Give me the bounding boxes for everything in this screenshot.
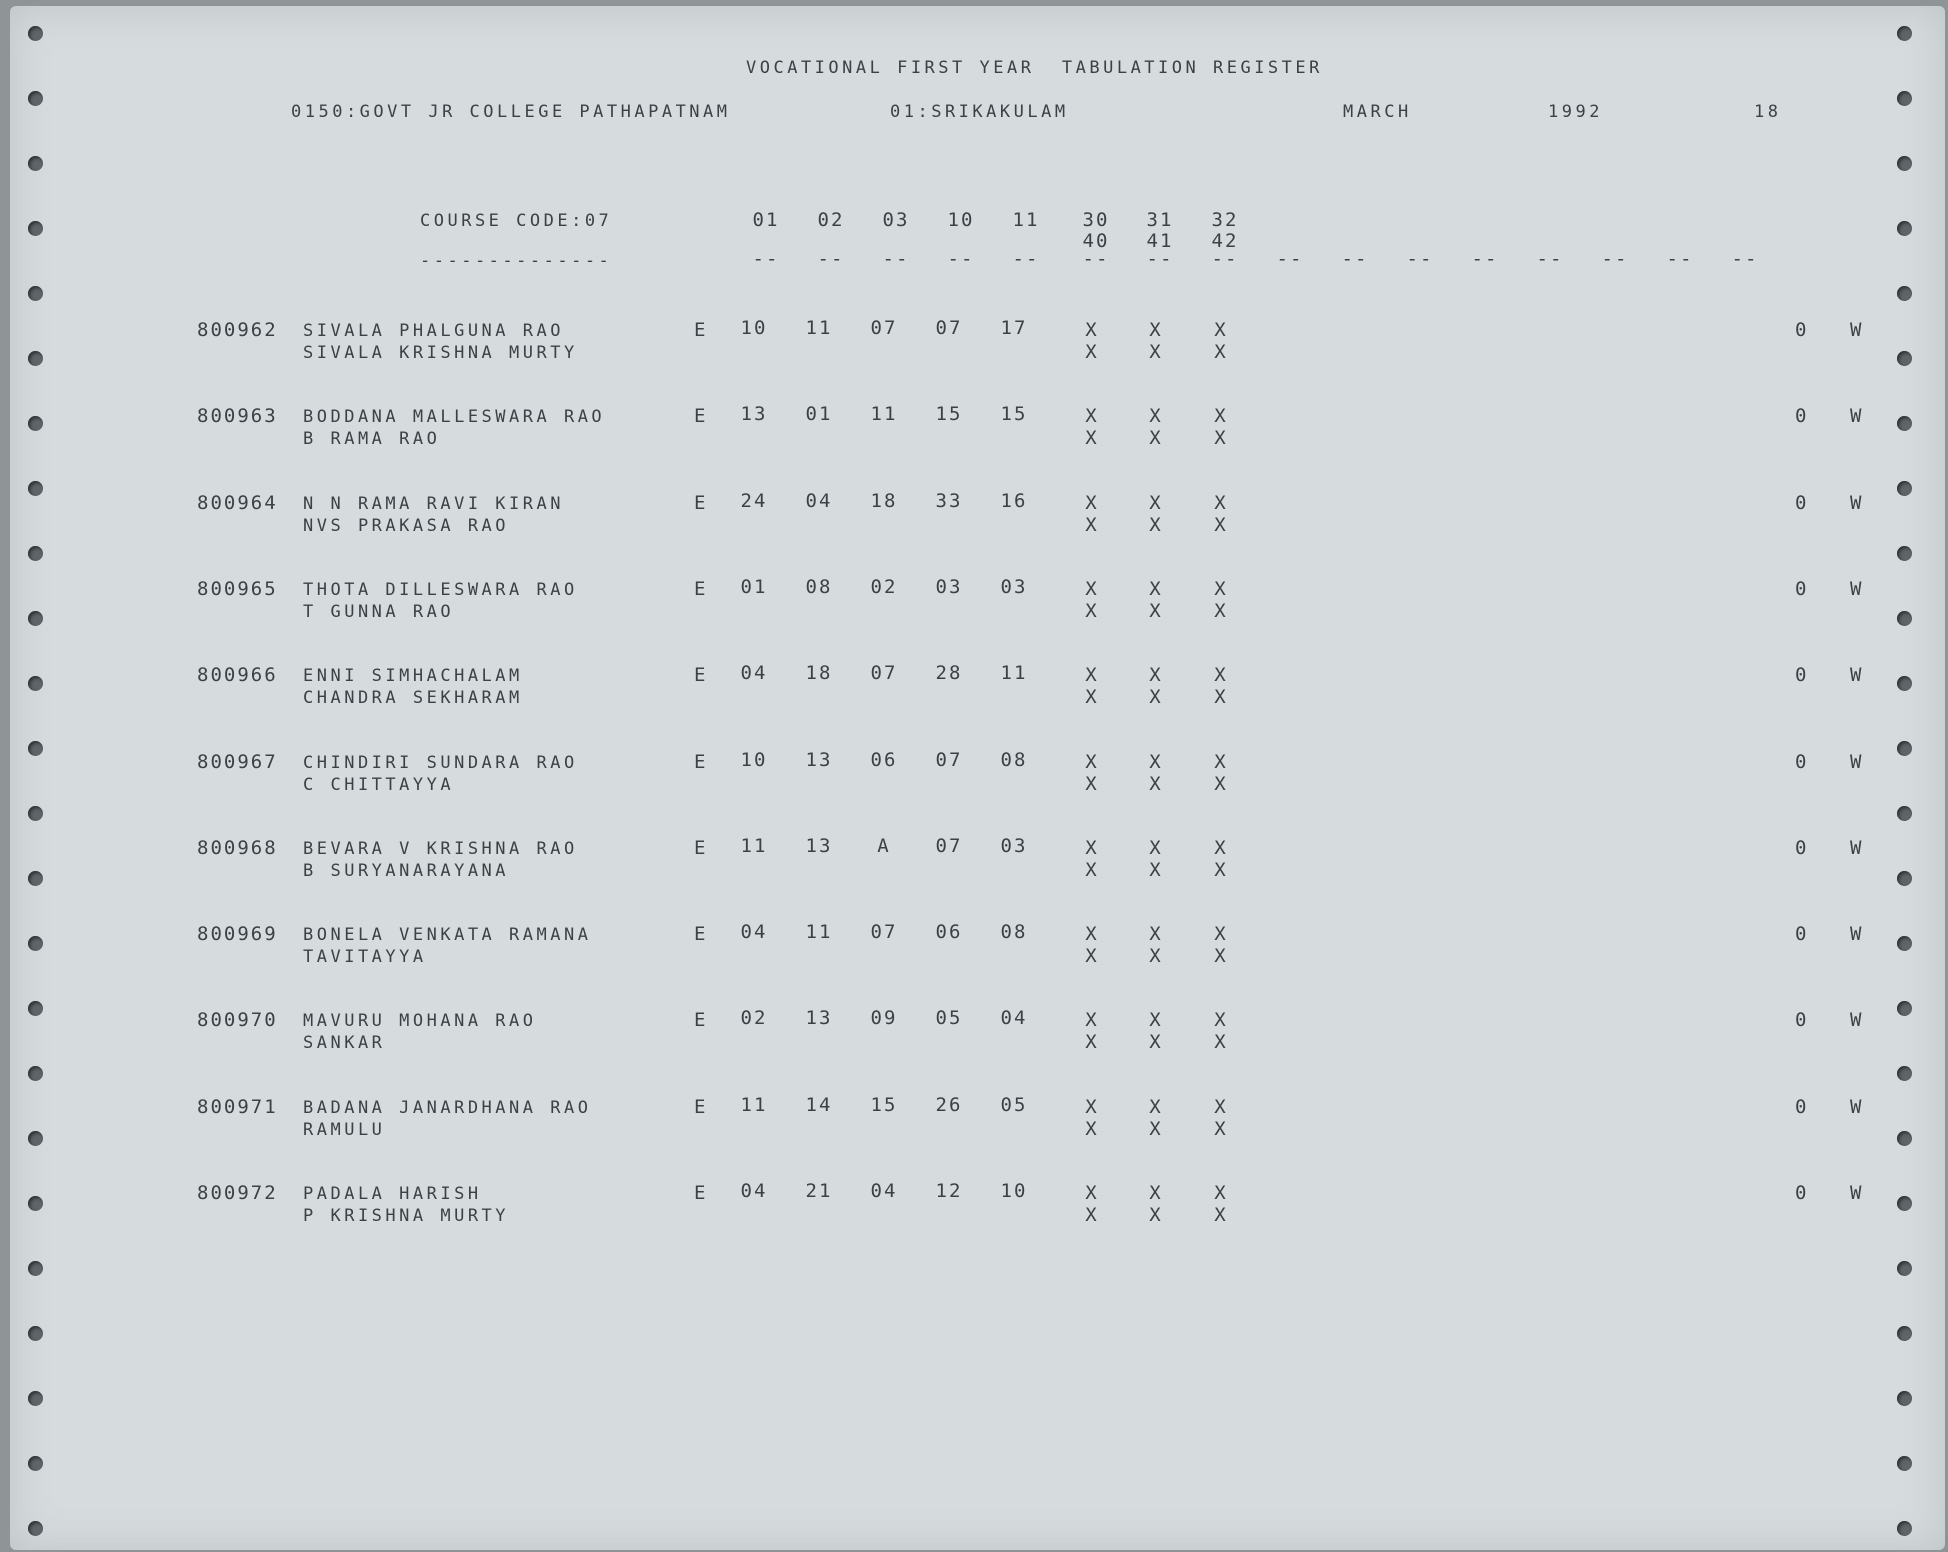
- subject-mark: 07: [935, 317, 963, 339]
- tractor-hole: [28, 1066, 43, 1081]
- total-marks: 0: [1795, 491, 1809, 514]
- column-divider: --: [1601, 248, 1629, 270]
- subject-code: 31: [1146, 209, 1174, 231]
- subject-mark: 15: [870, 1093, 898, 1116]
- course-code: COURSE CODE:07: [420, 211, 613, 231]
- column-divider: --: [1146, 248, 1174, 270]
- subject-not-taken: X: [1214, 1031, 1228, 1054]
- tractor-hole: [1897, 546, 1912, 561]
- student-name: MAVURU MOHANA RAO: [303, 1011, 537, 1032]
- candidate-type: E: [694, 577, 708, 600]
- tractor-hole: [1897, 1261, 1912, 1276]
- father-name: TAVITAYYA: [303, 947, 427, 968]
- column-divider: --: [1536, 248, 1564, 270]
- subject-mark: 07: [870, 662, 898, 685]
- student-name: THOTA DILLESWARA RAO: [303, 579, 578, 600]
- candidate-type: E: [694, 923, 708, 946]
- student-name: CHINDIRI SUNDARA RAO: [303, 752, 578, 773]
- column-divider: --: [1082, 248, 1110, 270]
- father-name: B SURYANARAYANA: [303, 860, 510, 881]
- column-divider: --: [1666, 248, 1694, 270]
- subject-mark: A: [877, 834, 891, 857]
- subject-not-taken: X: [1149, 1031, 1163, 1054]
- subject-mark: 07: [870, 317, 898, 339]
- tractor-hole: [1897, 806, 1912, 821]
- subject-not-taken: X: [1149, 772, 1163, 795]
- subject-not-taken: X: [1149, 858, 1163, 881]
- subject-code: 01: [752, 209, 780, 231]
- total-marks: 0: [1795, 405, 1809, 428]
- subject-mark: 33: [935, 489, 963, 512]
- subject-not-taken: X: [1214, 319, 1228, 341]
- subject-mark: 03: [1000, 834, 1028, 857]
- subject-mark: 10: [740, 748, 768, 771]
- subject-mark: 13: [805, 834, 833, 857]
- father-name: SANKAR: [303, 1033, 386, 1054]
- tractor-hole: [28, 1001, 43, 1016]
- candidate-type: E: [694, 750, 708, 773]
- subject-mark: 06: [870, 748, 898, 771]
- subject-not-taken: X: [1149, 577, 1163, 600]
- result-code: W: [1850, 491, 1864, 514]
- tractor-hole: [28, 221, 43, 236]
- subject-not-taken: X: [1149, 513, 1163, 536]
- subject-not-taken: X: [1149, 686, 1163, 709]
- column-divider: --: [1276, 248, 1304, 270]
- tractor-hole: [1897, 156, 1912, 171]
- subject-not-taken: X: [1085, 405, 1099, 428]
- student-id: 800965: [197, 577, 278, 600]
- exam-month: MARCH: [1343, 102, 1412, 122]
- tractor-hole: [28, 1391, 43, 1406]
- register-title: VOCATIONAL FIRST YEAR TABULATION REGISTER: [746, 58, 1323, 78]
- column-divider: --: [1731, 248, 1759, 270]
- subject-mark: 13: [740, 403, 768, 426]
- student-id: 800970: [197, 1009, 278, 1032]
- tractor-hole: [1897, 871, 1912, 886]
- subject-not-taken: X: [1149, 664, 1163, 687]
- left-tractor-holes: [28, 6, 68, 1550]
- subject-not-taken: X: [1149, 836, 1163, 859]
- subject-not-taken: X: [1149, 750, 1163, 773]
- result-code: W: [1850, 319, 1864, 341]
- candidate-type: E: [694, 664, 708, 687]
- father-name: T GUNNA RAO: [303, 601, 455, 622]
- subject-mark: 05: [1000, 1093, 1028, 1116]
- subject-not-taken: X: [1085, 1031, 1099, 1054]
- tractor-hole: [1897, 351, 1912, 366]
- subject-not-taken: X: [1085, 599, 1099, 622]
- result-code: W: [1850, 577, 1864, 600]
- candidate-type: E: [694, 1182, 708, 1204]
- tractor-hole: [28, 286, 43, 301]
- subject-mark: 04: [740, 662, 768, 685]
- student-id: 800964: [197, 491, 278, 514]
- tractor-hole: [28, 676, 43, 691]
- total-marks: 0: [1795, 319, 1809, 341]
- subject-not-taken: X: [1149, 341, 1163, 363]
- tractor-hole: [28, 91, 43, 106]
- column-divider: --: [752, 248, 780, 270]
- tractor-hole: [28, 481, 43, 496]
- subject-mark: 11: [870, 403, 898, 426]
- tractor-hole: [1897, 416, 1912, 431]
- tractor-hole: [28, 936, 43, 951]
- subject-code: 02: [817, 209, 845, 231]
- column-divider: --: [817, 248, 845, 270]
- subject-not-taken: X: [1214, 923, 1228, 946]
- subject-mark: 07: [935, 834, 963, 857]
- total-marks: 0: [1795, 664, 1809, 687]
- tractor-hole: [28, 351, 43, 366]
- result-code: W: [1850, 1095, 1864, 1118]
- candidate-type: E: [694, 1009, 708, 1032]
- subject-mark: 11: [805, 921, 833, 944]
- subject-code: 11: [1012, 209, 1040, 231]
- subject-not-taken: X: [1149, 1117, 1163, 1140]
- subject-mark: 12: [935, 1180, 963, 1202]
- subject-not-taken: X: [1214, 1095, 1228, 1118]
- total-marks: 0: [1795, 1009, 1809, 1032]
- father-name: SIVALA KRISHNA MURTY: [303, 343, 578, 363]
- subject-mark: 04: [1000, 1007, 1028, 1030]
- tractor-hole: [1897, 1066, 1912, 1081]
- subject-not-taken: X: [1214, 513, 1228, 536]
- page-number: 18: [1754, 102, 1782, 122]
- result-code: W: [1850, 405, 1864, 428]
- result-code: W: [1850, 923, 1864, 946]
- subject-not-taken: X: [1214, 1009, 1228, 1032]
- student-name: BODDANA MALLESWARA RAO: [303, 407, 606, 428]
- subject-not-taken: X: [1085, 686, 1099, 709]
- student-name: SIVALA PHALGUNA RAO: [303, 321, 564, 341]
- subject-not-taken: X: [1214, 341, 1228, 363]
- subject-mark: 08: [805, 575, 833, 598]
- subject-mark: 06: [935, 921, 963, 944]
- subject-not-taken: X: [1214, 750, 1228, 773]
- subject-code: 30: [1082, 209, 1110, 231]
- subject-mark: 01: [740, 575, 768, 598]
- subject-mark: 14: [805, 1093, 833, 1116]
- subject-mark: 07: [935, 748, 963, 771]
- tractor-hole: [28, 806, 43, 821]
- subject-mark: 13: [805, 1007, 833, 1030]
- result-code: W: [1850, 836, 1864, 859]
- subject-not-taken: X: [1085, 513, 1099, 536]
- column-divider: --: [1012, 248, 1040, 270]
- subject-not-taken: X: [1085, 836, 1099, 859]
- student-id: 800966: [197, 664, 278, 687]
- subject-mark: 01: [805, 403, 833, 426]
- tractor-hole: [28, 871, 43, 886]
- column-divider: --: [1341, 248, 1369, 270]
- subject-not-taken: X: [1085, 341, 1099, 363]
- subject-not-taken: X: [1085, 772, 1099, 795]
- subject-not-taken: X: [1085, 1117, 1099, 1140]
- tractor-hole: [1897, 741, 1912, 756]
- subject-mark: 09: [870, 1007, 898, 1030]
- subject-not-taken: X: [1085, 664, 1099, 687]
- exam-year: 1992: [1548, 102, 1603, 122]
- subject-mark: 03: [1000, 575, 1028, 598]
- subject-mark: 11: [805, 317, 833, 339]
- subject-mark: 10: [1000, 1180, 1028, 1202]
- subject-mark: 13: [805, 748, 833, 771]
- tractor-hole: [28, 611, 43, 626]
- subject-mark: 18: [870, 489, 898, 512]
- subject-not-taken: X: [1149, 1095, 1163, 1118]
- subject-mark: 11: [1000, 662, 1028, 685]
- total-marks: 0: [1795, 1095, 1809, 1118]
- subject-not-taken: X: [1085, 858, 1099, 881]
- candidate-type: E: [694, 405, 708, 428]
- subject-mark: 10: [740, 317, 768, 339]
- candidate-type: E: [694, 836, 708, 859]
- father-name: C CHITTAYYA: [303, 774, 455, 795]
- student-id: 800968: [197, 836, 278, 859]
- subject-mark: 26: [935, 1093, 963, 1116]
- tractor-hole: [28, 156, 43, 171]
- subject-not-taken: X: [1214, 945, 1228, 968]
- subject-mark: 08: [1000, 748, 1028, 771]
- subject-not-taken: X: [1214, 686, 1228, 709]
- subject-not-taken: X: [1149, 319, 1163, 341]
- tractor-hole: [1897, 1456, 1912, 1471]
- student-id: 800962: [197, 319, 278, 341]
- subject-mark: 04: [870, 1180, 898, 1202]
- tractor-hole: [1897, 611, 1912, 626]
- subject-not-taken: X: [1085, 923, 1099, 946]
- subject-not-taken: X: [1085, 1009, 1099, 1032]
- column-divider: --: [882, 248, 910, 270]
- tractor-hole: [1897, 1391, 1912, 1406]
- student-id: 800963: [197, 405, 278, 428]
- subject-mark: 28: [935, 662, 963, 685]
- course-code-underline: --------------: [420, 251, 613, 271]
- candidate-type: E: [694, 491, 708, 514]
- subject-not-taken: X: [1214, 664, 1228, 687]
- subject-code-secondary: 41: [1146, 230, 1174, 252]
- subject-mark: 04: [740, 1180, 768, 1202]
- subject-not-taken: X: [1214, 599, 1228, 622]
- tractor-hole: [28, 741, 43, 756]
- subject-not-taken: X: [1214, 836, 1228, 859]
- subject-not-taken: X: [1149, 945, 1163, 968]
- father-name: RAMULU: [303, 1119, 386, 1140]
- subject-mark: 04: [805, 489, 833, 512]
- subject-not-taken: X: [1149, 427, 1163, 450]
- subject-mark: 15: [1000, 403, 1028, 426]
- tractor-hole: [1897, 221, 1912, 236]
- tractor-hole: [1897, 1001, 1912, 1016]
- student-id: 800971: [197, 1095, 278, 1118]
- tractor-hole: [1897, 91, 1912, 106]
- father-name: P KRISHNA MURTY: [303, 1206, 510, 1226]
- father-name: NVS PRAKASA RAO: [303, 515, 510, 536]
- total-marks: 0: [1795, 750, 1809, 773]
- tractor-hole: [28, 1131, 43, 1146]
- subject-mark: 08: [1000, 921, 1028, 944]
- tractor-hole: [28, 1326, 43, 1341]
- subject-not-taken: X: [1085, 577, 1099, 600]
- district-name: 01:SRIKAKULAM: [890, 102, 1069, 122]
- subject-not-taken: X: [1214, 405, 1228, 428]
- result-code: W: [1850, 1182, 1864, 1204]
- subject-mark: 04: [740, 921, 768, 944]
- subject-not-taken: X: [1214, 577, 1228, 600]
- tractor-hole: [1897, 286, 1912, 301]
- subject-mark: 07: [870, 921, 898, 944]
- result-code: W: [1850, 664, 1864, 687]
- column-divider: --: [1471, 248, 1499, 270]
- subject-mark: 21: [805, 1180, 833, 1202]
- subject-not-taken: X: [1214, 772, 1228, 795]
- subject-mark: 05: [935, 1007, 963, 1030]
- student-id: 800972: [197, 1182, 278, 1204]
- tractor-hole: [1897, 1326, 1912, 1341]
- subject-not-taken: X: [1149, 599, 1163, 622]
- right-tractor-holes: [1897, 6, 1937, 1550]
- subject-not-taken: X: [1085, 750, 1099, 773]
- candidate-type: E: [694, 319, 708, 341]
- subject-not-taken: X: [1149, 405, 1163, 428]
- subject-not-taken: X: [1214, 1117, 1228, 1140]
- subject-mark: 02: [740, 1007, 768, 1030]
- subject-mark: 16: [1000, 489, 1028, 512]
- subject-not-taken: X: [1214, 1204, 1228, 1226]
- column-divider: --: [947, 248, 975, 270]
- father-name: CHANDRA SEKHARAM: [303, 688, 523, 709]
- subject-not-taken: X: [1085, 427, 1099, 450]
- subject-not-taken: X: [1149, 1182, 1163, 1204]
- total-marks: 0: [1795, 923, 1809, 946]
- subject-not-taken: X: [1214, 858, 1228, 881]
- subject-mark: 18: [805, 662, 833, 685]
- subject-not-taken: X: [1214, 427, 1228, 450]
- tractor-hole: [1897, 481, 1912, 496]
- tractor-hole: [28, 1196, 43, 1211]
- subject-not-taken: X: [1149, 1204, 1163, 1226]
- subject-mark: 11: [740, 834, 768, 857]
- student-name: N N RAMA RAVI KIRAN: [303, 493, 564, 514]
- subject-code: 10: [947, 209, 975, 231]
- subject-not-taken: X: [1085, 1204, 1099, 1226]
- subject-not-taken: X: [1214, 491, 1228, 514]
- student-name: BEVARA V KRISHNA RAO: [303, 838, 578, 859]
- subject-mark: 03: [935, 575, 963, 598]
- student-name: BADANA JANARDHANA RAO: [303, 1097, 592, 1118]
- subject-code: 32: [1211, 209, 1239, 231]
- tractor-hole: [28, 1261, 43, 1276]
- column-divider: --: [1211, 248, 1239, 270]
- result-code: W: [1850, 1009, 1864, 1032]
- tabulation-sheet: [10, 6, 1945, 1550]
- tractor-hole: [1897, 676, 1912, 691]
- subject-mark: 15: [935, 403, 963, 426]
- subject-not-taken: X: [1214, 1182, 1228, 1204]
- student-name: PADALA HARISH: [303, 1184, 482, 1204]
- total-marks: 0: [1795, 1182, 1809, 1204]
- subject-not-taken: X: [1149, 491, 1163, 514]
- student-id: 800969: [197, 923, 278, 946]
- tractor-hole: [1897, 1521, 1912, 1536]
- subject-mark: 11: [740, 1093, 768, 1116]
- tractor-hole: [28, 1521, 43, 1536]
- total-marks: 0: [1795, 577, 1809, 600]
- tractor-hole: [28, 26, 43, 41]
- tractor-hole: [28, 546, 43, 561]
- subject-not-taken: X: [1085, 491, 1099, 514]
- subject-not-taken: X: [1085, 945, 1099, 968]
- tractor-hole: [1897, 936, 1912, 951]
- column-divider: --: [1406, 248, 1434, 270]
- student-name: BONELA VENKATA RAMANA: [303, 925, 592, 946]
- tractor-hole: [1897, 1131, 1912, 1146]
- student-name: ENNI SIMHACHALAM: [303, 666, 523, 687]
- subject-not-taken: X: [1085, 1182, 1099, 1204]
- tractor-hole: [28, 1456, 43, 1471]
- subject-mark: 24: [740, 489, 768, 512]
- father-name: B RAMA RAO: [303, 429, 441, 450]
- subject-not-taken: X: [1149, 923, 1163, 946]
- student-id: 800967: [197, 750, 278, 773]
- subject-mark: 02: [870, 575, 898, 598]
- tractor-hole: [1897, 26, 1912, 41]
- subject-code-secondary: 40: [1082, 230, 1110, 252]
- total-marks: 0: [1795, 836, 1809, 859]
- subject-mark: 17: [1000, 317, 1028, 339]
- result-code: W: [1850, 750, 1864, 773]
- tractor-hole: [28, 416, 43, 431]
- candidate-type: E: [694, 1095, 708, 1118]
- subject-code-secondary: 42: [1211, 230, 1239, 252]
- subject-not-taken: X: [1149, 1009, 1163, 1032]
- subject-not-taken: X: [1085, 319, 1099, 341]
- subject-code: 03: [882, 209, 910, 231]
- tractor-hole: [1897, 1196, 1912, 1211]
- college-name: 0150:GOVT JR COLLEGE PATHAPATNAM: [291, 102, 731, 122]
- subject-not-taken: X: [1085, 1095, 1099, 1118]
